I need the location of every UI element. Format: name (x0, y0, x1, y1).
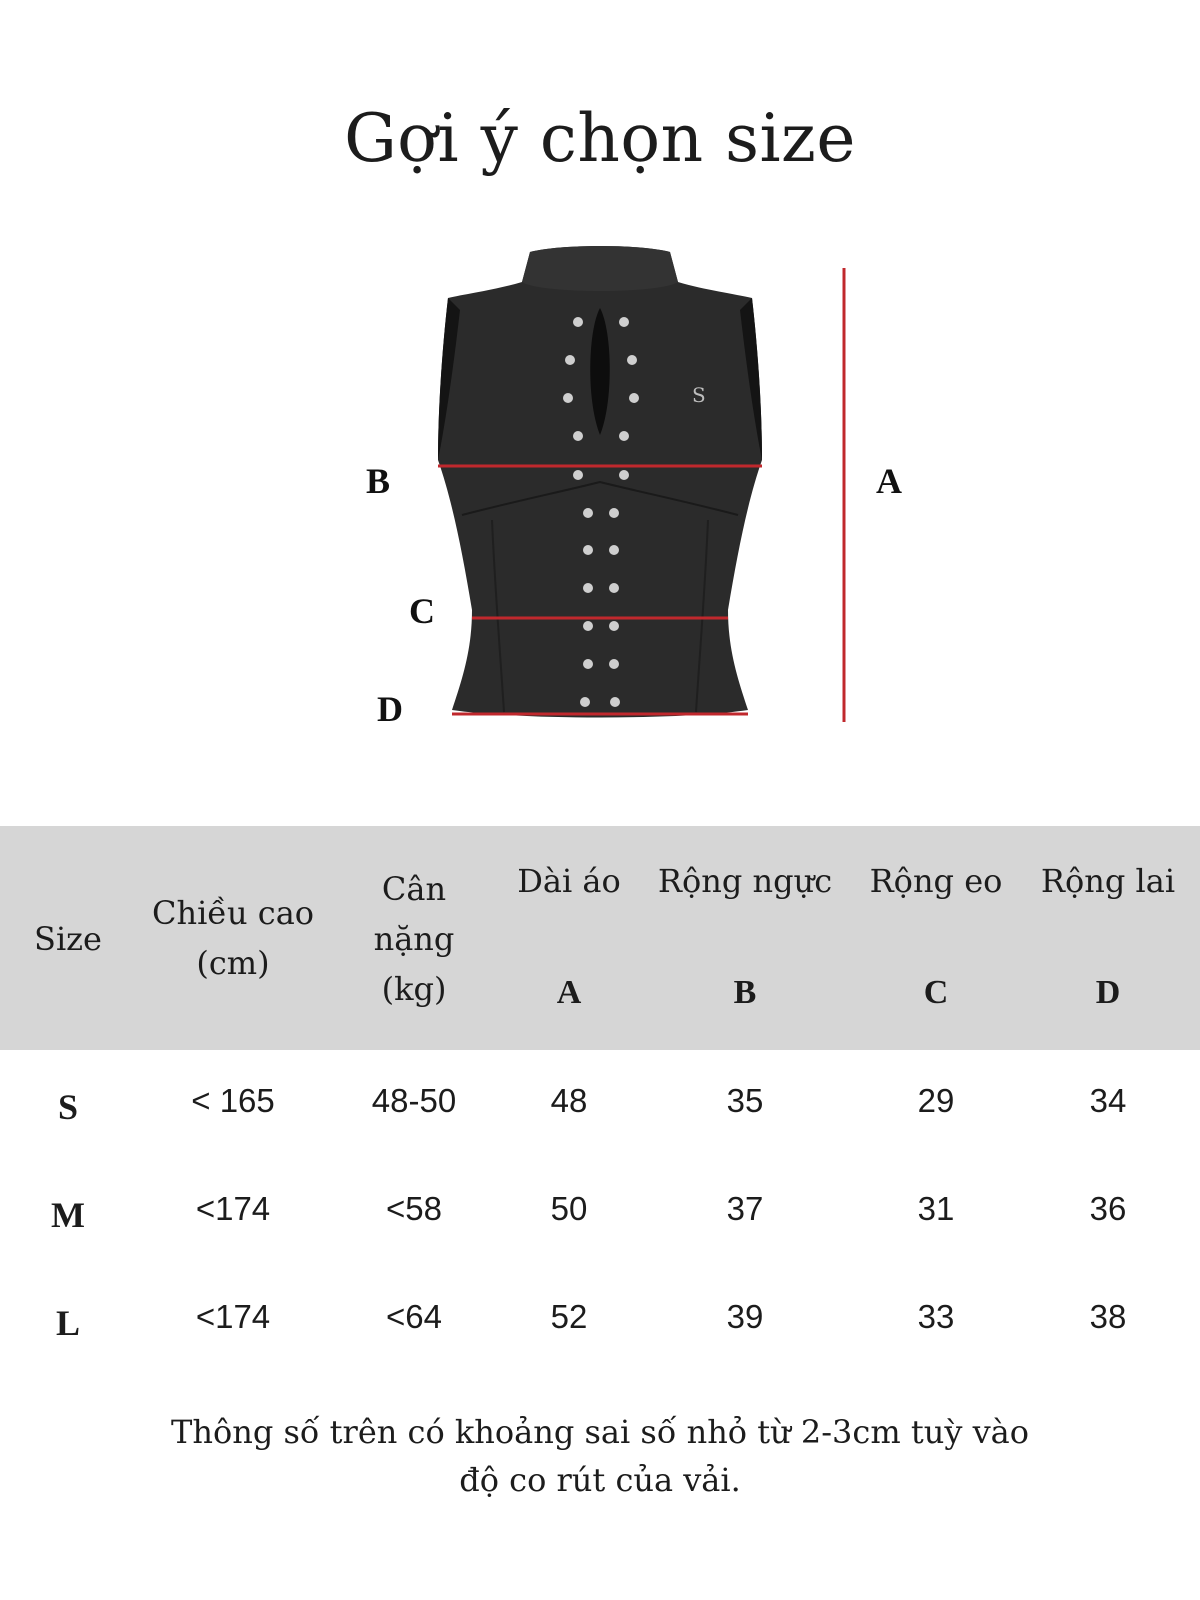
svg-text:S: S (692, 383, 706, 407)
header-size: Size (34, 920, 102, 958)
header-length: Dài áo (517, 862, 621, 900)
waist-cell: 29 (917, 1082, 955, 1119)
tolerance-note (150, 1408, 1050, 1504)
hem-cell: 36 (1089, 1190, 1127, 1227)
height-cell: < 165 (191, 1082, 275, 1119)
header-height-unit: (cm) (196, 944, 270, 982)
header-chest: Rộng ngực (657, 862, 833, 900)
header-letter-d: D (1095, 974, 1121, 1011)
hem-cell: 34 (1089, 1082, 1127, 1119)
header-weight-unit: (kg) (381, 970, 447, 1008)
chest-cell: 37 (726, 1190, 764, 1227)
header-letter-b: B (733, 974, 757, 1011)
tolerance-note-line-1: Thông số trên có khoảng sai số nhỏ từ 2-3cm tuỳ vào (171, 1413, 1029, 1451)
label-a: A (876, 461, 902, 501)
chest-cell: 39 (726, 1298, 764, 1335)
header-weight-label-2: nặng (373, 920, 455, 958)
size-cell: M (51, 1195, 85, 1235)
length-cell: 50 (550, 1190, 588, 1227)
table-row (0, 1190, 1200, 1250)
header-hem: Rộng lai (1040, 862, 1176, 900)
label-d: D (377, 689, 403, 729)
hem-cell: 38 (1089, 1298, 1127, 1335)
size-table-header (0, 826, 1200, 1050)
header-weight-label-1: Cân (381, 870, 447, 908)
height-cell: <174 (195, 1190, 271, 1227)
weight-cell: 48-50 (371, 1082, 457, 1119)
tolerance-note-line-2: độ co rút của vải. (459, 1461, 741, 1499)
garment-illustration (0, 230, 1200, 760)
length-cell: 48 (550, 1082, 588, 1119)
chest-cell: 35 (726, 1082, 764, 1119)
header-letter-a: A (556, 974, 582, 1011)
header-height-label: Chiều cao (151, 894, 315, 932)
table-row (0, 1298, 1200, 1358)
size-cell: S (57, 1087, 79, 1127)
header-height (138, 888, 328, 988)
page-title: Gợi ý chọn size (344, 100, 856, 177)
waist-cell: 31 (917, 1190, 955, 1227)
weight-cell: <58 (386, 1190, 442, 1227)
weight-cell: <64 (386, 1298, 442, 1335)
header-waist: Rộng eo (869, 862, 1003, 900)
height-cell: <174 (195, 1298, 271, 1335)
measurement-diagram (0, 230, 1200, 760)
waist-cell: 33 (917, 1298, 955, 1335)
header-letter-c: C (923, 974, 949, 1011)
length-cell: 52 (550, 1298, 588, 1335)
header-weight (328, 864, 500, 1014)
label-c: C (409, 591, 435, 631)
label-b: B (366, 461, 391, 501)
table-row (0, 1082, 1200, 1142)
size-cell: L (55, 1303, 80, 1343)
